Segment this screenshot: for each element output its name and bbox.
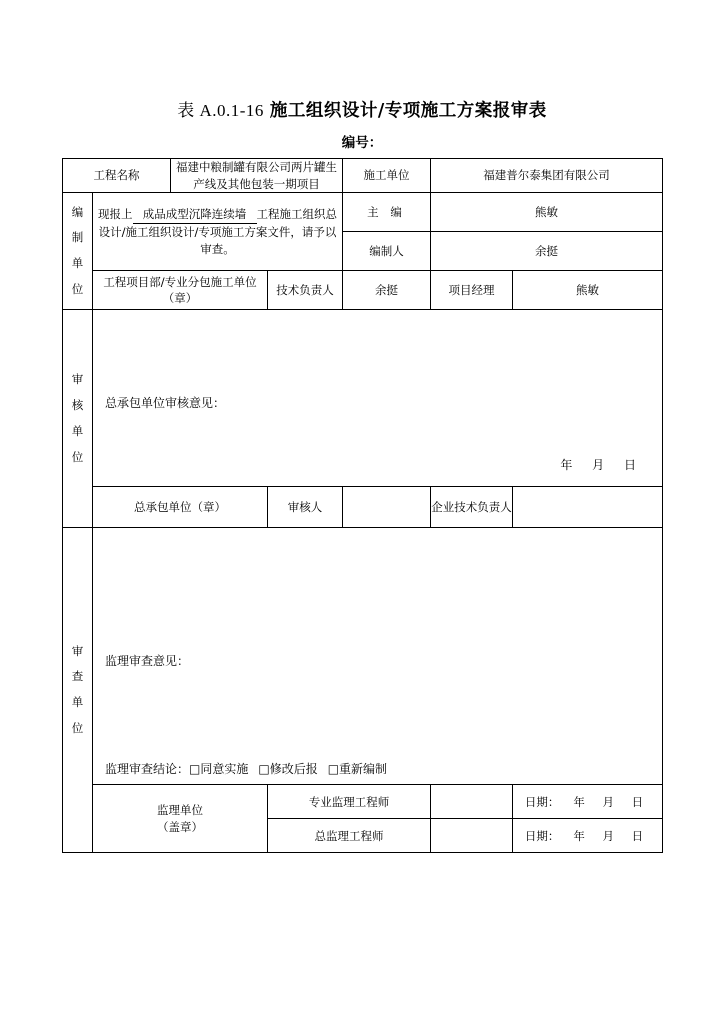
compiler-label: 编制人 (343, 232, 431, 271)
review-unit-char-3: 单 (71, 423, 84, 438)
enterprise-tech-value[interactable] (513, 487, 663, 528)
review-unit-char-4: 位 (71, 449, 84, 464)
table-row-review-opinion (63, 310, 663, 487)
examine-conclusion-line (105, 761, 387, 778)
reviewer-label: 审核人 (268, 487, 343, 528)
examine-unit-char-1: 审 (71, 643, 84, 658)
professional-engineer-date-value: 年 月 日 (573, 794, 651, 809)
table-row-examine-opinion (63, 528, 663, 785)
professional-engineer-label: 专业监理工程师 (268, 785, 431, 819)
page-title (0, 96, 724, 122)
section-label-compile-unit (63, 193, 93, 310)
declaration-text (93, 193, 343, 271)
chief-engineer-value[interactable] (431, 819, 513, 853)
table-row-contractor-signoff (63, 487, 663, 528)
professional-engineer-date-label: 日期： (524, 794, 560, 809)
tech-leader-label: 技术负责人 (268, 271, 343, 310)
declaration-fill-value[interactable]: 成品成型沉降连续墙 (133, 206, 257, 224)
review-unit-char-1: 审 (71, 372, 84, 387)
professional-engineer-value[interactable] (431, 785, 513, 819)
examine-conclusion-label: 监理审查结论： (105, 761, 190, 776)
examine-unit-char-4: 位 (71, 721, 84, 736)
supervisor-unit-label-line1: 监理单位 (157, 803, 203, 818)
tech-leader-value: 余挺 (343, 271, 431, 310)
table-row-project-dept (63, 271, 663, 310)
title-main: 施工组织设计/专项施工方案报审表 (269, 101, 547, 121)
examine-unit-char-3: 单 (71, 695, 84, 710)
compile-unit-char-3: 单 (71, 256, 84, 271)
chief-engineer-date-label: 日期： (524, 828, 560, 843)
review-opinion-area[interactable] (93, 310, 663, 487)
enterprise-tech-label: 企业技术负责人 (431, 487, 513, 528)
project-manager-value: 熊敏 (513, 271, 663, 310)
project-name-label: 工程名称 (63, 159, 171, 193)
examine-unit-char-2: 查 (71, 669, 84, 684)
declaration-suffix: 工程施工组织总设计/施工组织设计/专项施工方案文件，请予以审查。 (98, 207, 337, 256)
compile-unit-char-4: 位 (71, 282, 84, 297)
chief-engineer-date-value: 年 月 日 (573, 828, 651, 843)
review-opinion-label: 总承包单位审核意见： (105, 395, 226, 410)
examine-opinion-area[interactable] (93, 528, 663, 785)
title-number: 表 A.0.1-16 (177, 101, 264, 120)
table-row-project (63, 159, 663, 193)
supervisor-unit-label (93, 785, 268, 853)
declaration-prefix: 现报上 (98, 207, 133, 222)
chief-editor-label: 主 编 (343, 193, 431, 232)
section-label-review-unit (63, 310, 93, 528)
compiler-value: 余挺 (431, 232, 663, 271)
supervisor-unit-label-line2: （盖章） (157, 819, 203, 834)
compile-unit-char-2: 制 (71, 230, 84, 245)
conclusion-option-agree[interactable]: □同意实施 (189, 761, 249, 776)
section-label-examine-unit (63, 528, 93, 853)
construction-unit-value: 福建普尔泰集团有限公司 (431, 159, 663, 193)
conclusion-option-rewrite[interactable]: □重新编制 (327, 761, 388, 776)
compile-unit-char-1: 编 (71, 204, 84, 219)
construction-unit-label: 施工单位 (343, 159, 431, 193)
table-row-professional-engineer (63, 785, 663, 819)
chief-engineer-date[interactable] (513, 819, 663, 853)
examine-opinion-label: 监理审查意见： (105, 653, 190, 668)
project-dept-label: 工程项目部/专业分包施工单位（章） (93, 271, 268, 310)
conclusion-option-revise[interactable]: □修改后报 (258, 761, 318, 776)
review-unit-char-2: 核 (71, 397, 84, 412)
contractor-unit-label: 总承包单位（章） (93, 487, 268, 528)
chief-engineer-label: 总监理工程师 (268, 819, 431, 853)
report-form-table (62, 158, 663, 853)
project-name-value: 福建中粮制罐有限公司两片罐生产线及其他包装一期项目 (171, 159, 343, 193)
reviewer-value[interactable] (343, 487, 431, 528)
review-date-line: 年 月 日 (560, 457, 644, 472)
chief-editor-value: 熊敏 (431, 193, 663, 232)
document-number-label: 编号： (341, 135, 383, 151)
table-row-declaration (63, 193, 663, 232)
project-manager-label: 项目经理 (431, 271, 513, 310)
professional-engineer-date[interactable] (513, 785, 663, 819)
